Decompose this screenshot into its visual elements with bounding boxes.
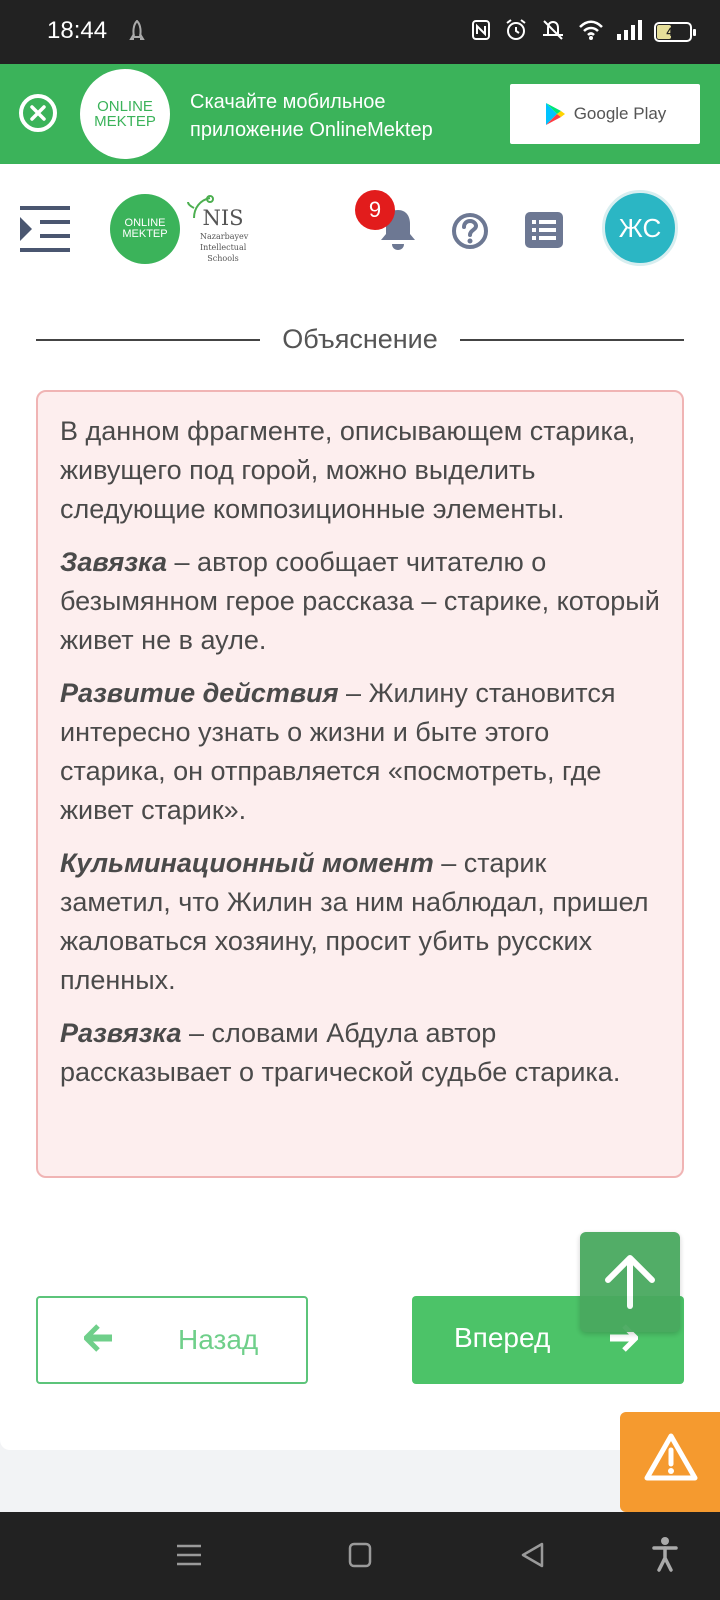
square-icon: [348, 1542, 372, 1568]
menu-lines-icon: [176, 1542, 202, 1568]
report-problem-button[interactable]: [620, 1412, 720, 1512]
system-nav-bar: [0, 1512, 720, 1600]
divider: [36, 339, 260, 341]
nis-leaf-icon: [186, 194, 216, 220]
question-icon: [451, 212, 489, 250]
term-label: Развитие действия: [60, 678, 339, 708]
list-icon: [525, 212, 563, 248]
google-play-icon: [544, 102, 566, 126]
alarm-icon: [504, 18, 528, 46]
battery-icon: [654, 22, 692, 42]
back-button-label: Назад: [178, 1324, 259, 1355]
signal-icon: [616, 19, 642, 45]
recent-apps-button[interactable]: [176, 1542, 202, 1572]
warning-icon: [644, 1432, 698, 1482]
menu-icon: [20, 206, 70, 252]
home-button[interactable]: [348, 1542, 372, 1572]
menu-toggle-button[interactable]: [20, 206, 70, 252]
scroll-to-top-button[interactable]: [580, 1232, 680, 1332]
nfc-icon: [470, 19, 492, 45]
app-download-banner: [0, 64, 720, 164]
notification-count-badge: 9: [355, 190, 395, 230]
back-nav-button[interactable]: [520, 1542, 544, 1572]
nis-logo: NIS Nazarbayev Intellectual Schools: [186, 194, 246, 266]
triangle-back-icon: [520, 1542, 544, 1568]
task-list-button[interactable]: [525, 212, 563, 248]
banner-text: Скачайте мобильное приложение OnlineMektep: [190, 91, 433, 141]
explanation-item: Завязка – автор сообщает читателю о безымянном герое рассказа – старике, который живет не в ауле.: [60, 547, 660, 655]
close-banner-button[interactable]: [19, 94, 57, 132]
explanation-item: Кульминационный момент – старик заметил, что Жилин за ним наблюдал, пришел жаловаться хозяину, просит убить русских пленных.: [60, 848, 649, 995]
term-label: Кульминационный момент: [60, 848, 434, 878]
status-time: 18:44: [47, 17, 108, 44]
google-play-button[interactable]: Google Play: [510, 84, 700, 144]
arrow-up-icon: [602, 1252, 658, 1312]
app-header: [0, 164, 720, 294]
user-avatar[interactable]: ЖС: [602, 190, 678, 266]
onlinemektep-logo: ONLINE MEKTEP: [80, 69, 170, 159]
section-header: [36, 324, 684, 355]
help-button[interactable]: [451, 212, 489, 250]
mute-icon: [540, 18, 566, 46]
explanation-item: Развитие действия – Жилину становится интересно узнать о жизни и быте этого старика, он отправляется «посмотреть, где живет старик».: [60, 678, 616, 825]
close-icon: [29, 104, 47, 122]
explanation-box: [36, 390, 684, 1178]
term-label: Завязка: [60, 547, 168, 577]
accessibility-icon: [652, 1536, 678, 1572]
status-bar: [0, 0, 720, 64]
next-button-label: Вперед: [454, 1322, 551, 1353]
onlinemektep-logo[interactable]: ONLINE MEKTEP: [110, 194, 180, 264]
rocket-icon: [128, 20, 146, 48]
term-label: Развязка: [60, 1018, 182, 1048]
battery-level: 40: [666, 25, 680, 39]
divider: [460, 339, 684, 341]
section-title: Объяснение: [282, 324, 438, 354]
explanation-item: Развязка – словами Абдула автор рассказывает о трагической судьбе старика.: [60, 1018, 621, 1087]
explanation-intro: В данном фрагменте, описывающем старика, живущего под горой, можно выделить следующие композиционные элементы.: [60, 416, 636, 524]
accessibility-button[interactable]: [652, 1536, 678, 1576]
arrow-left-icon: [84, 1324, 114, 1352]
back-button[interactable]: [36, 1296, 308, 1384]
wifi-icon: [578, 19, 604, 45]
